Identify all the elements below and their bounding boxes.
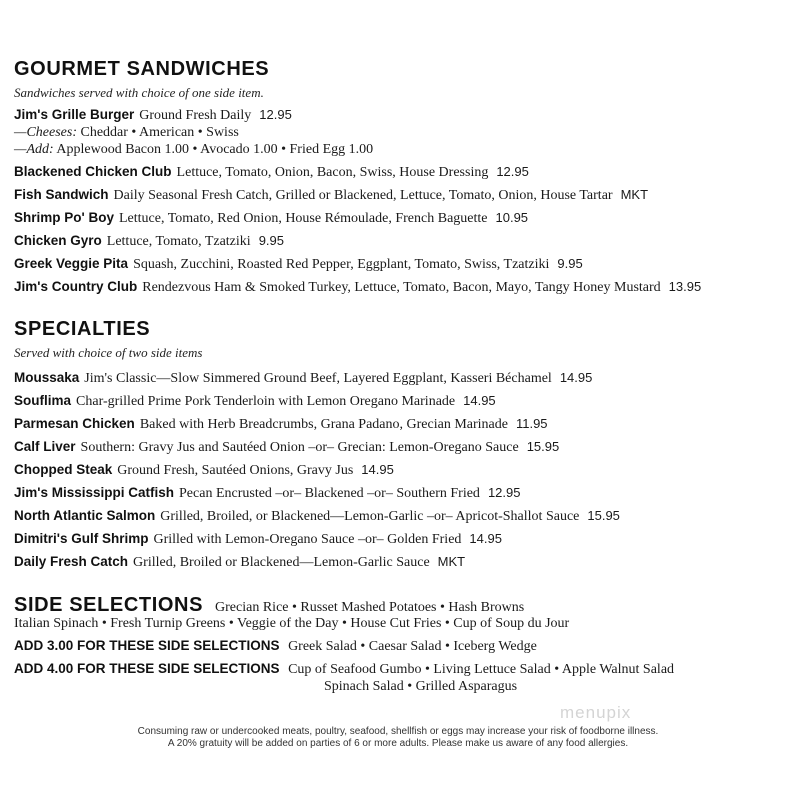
sides-add4 xyxy=(14,661,674,678)
cheeses-options: Cheddar • American • Swiss xyxy=(80,125,239,140)
sides-list-1: Grecian Rice • Russet Mashed Potatoes • Hash Browns xyxy=(215,600,525,615)
item-price: 14.95 xyxy=(559,370,593,385)
item-name: North Atlantic Salmon xyxy=(14,508,156,523)
footer-gratuity: A 20% gratuity will be added on parties of 6 or more adults. Please make us aware of any food allergies. xyxy=(167,738,629,749)
menu-item xyxy=(14,554,465,571)
menu-item xyxy=(14,531,502,548)
footer-disclaimer: Consuming raw or undercooked meats, poultry, seafood, shellfish or eggs may increase your risk of foodborne illness. xyxy=(137,726,659,737)
item-desc: Pecan Encrusted –or– Blackened –or– Southern Fried xyxy=(179,486,480,501)
item-price: MKT xyxy=(437,554,466,569)
menu-item xyxy=(14,370,592,387)
item-price: 12.95 xyxy=(487,485,521,500)
item-desc: Daily Seasonal Fresh Catch, Grilled or Blackened, Lettuce, Tomato, Onion, House Tartar xyxy=(113,188,613,203)
sides-list-2: Italian Spinach • Fresh Turnip Greens • Veggie of the Day • House Cut Fries • Cup of Soup du Jour xyxy=(14,616,570,631)
add3-label: ADD 3.00 FOR THESE SIDE SELECTIONS xyxy=(14,638,280,653)
item-name: Parmesan Chicken xyxy=(14,416,135,431)
menu-item xyxy=(14,439,559,456)
cheeses-label: —Cheeses: xyxy=(14,125,77,140)
item-price: 12.95 xyxy=(496,164,529,179)
menu-item xyxy=(14,508,620,525)
item-name: Chicken Gyro xyxy=(14,233,102,248)
item-name: Blackened Chicken Club xyxy=(14,164,172,179)
menu-item xyxy=(14,416,548,433)
menu-item xyxy=(14,187,648,204)
item-name: Moussaka xyxy=(14,370,80,385)
add-label: —Add: xyxy=(14,142,54,157)
item-price: 14.95 xyxy=(361,462,394,477)
menu-item xyxy=(14,210,528,227)
sides-heading: SIDE SELECTIONS xyxy=(14,594,204,616)
item-name: Dimitri's Gulf Shrimp xyxy=(14,531,149,546)
item-name: Fish Sandwich xyxy=(14,187,109,202)
item-name: Shrimp Po' Boy xyxy=(14,210,114,225)
item-price: 9.95 xyxy=(258,233,284,248)
item-desc: Southern: Gravy Jus and Sautéed Onion –or– Grecian: Lemon-Oregano Sauce xyxy=(80,440,519,455)
item-name: Daily Fresh Catch xyxy=(14,554,129,569)
item-desc: Rendezvous Ham & Smoked Turkey, Lettuce, Tomato, Bacon, Mayo, Tangy Honey Mustard xyxy=(142,280,661,295)
sides-first-line xyxy=(14,594,524,617)
burger-addons xyxy=(14,142,373,158)
item-desc: Ground Fresh, Sautéed Onions, Gravy Jus xyxy=(117,463,354,478)
add-options: Applewood Bacon 1.00 • Avocado 1.00 • Fried Egg 1.00 xyxy=(56,142,374,157)
item-price: 14.95 xyxy=(469,531,502,546)
item-desc: Lettuce, Tomato, Onion, Bacon, Swiss, House Dressing xyxy=(176,165,489,180)
item-name: Chopped Steak xyxy=(14,462,113,477)
add4-label: ADD 4.00 FOR THESE SIDE SELECTIONS xyxy=(14,661,280,676)
item-desc: Squash, Zucchini, Roasted Red Pepper, Eggplant, Tomato, Swiss, Tzatziki xyxy=(133,257,550,272)
item-name: Jim's Grille Burger xyxy=(14,107,135,122)
menu-item xyxy=(14,164,529,181)
sandwiches-heading: GOURMET SANDWICHES xyxy=(14,58,270,80)
menu-item-burger xyxy=(14,107,292,124)
item-desc: Jim's Classic—Slow Simmered Ground Beef, Layered Eggplant, Kasseri Béchamel xyxy=(84,371,552,386)
item-price: 15.95 xyxy=(526,439,560,454)
item-price: 13.95 xyxy=(668,279,702,294)
item-desc: Grilled, Broiled or Blackened—Lemon-Garlic Sauce xyxy=(133,555,430,570)
specialties-subtitle: Served with choice of two side items xyxy=(14,345,203,360)
add4-items-2: Spinach Salad • Grilled Asparagus xyxy=(324,679,518,694)
item-name: Calf Liver xyxy=(14,439,76,454)
menu-item xyxy=(14,256,583,273)
specialties-heading: SPECIALTIES xyxy=(14,318,151,340)
watermark: menupix xyxy=(560,703,632,722)
item-price: 9.95 xyxy=(557,256,583,271)
item-price: 12.95 xyxy=(259,107,292,122)
item-desc: Grilled with Lemon-Oregano Sauce –or– Golden Fried xyxy=(153,532,462,547)
item-desc: Baked with Herb Breadcrumbs, Grana Padano, Grecian Marinade xyxy=(139,417,508,432)
item-name: Greek Veggie Pita xyxy=(14,256,129,271)
item-price: 10.95 xyxy=(495,210,529,225)
item-price: 11.95 xyxy=(515,416,548,431)
item-price: 14.95 xyxy=(463,393,496,408)
item-price: MKT xyxy=(620,187,649,202)
add4-items-1: Cup of Seafood Gumbo • Living Lettuce Salad • Apple Walnut Salad xyxy=(288,662,675,677)
menu-item xyxy=(14,462,394,479)
menu-item xyxy=(14,233,284,250)
item-desc: Lettuce, Tomato, Red Onion, House Rémoulade, French Baguette xyxy=(118,211,488,226)
item-name: Jim's Mississippi Catfish xyxy=(14,485,175,500)
menu-item xyxy=(14,279,701,296)
menu-item xyxy=(14,485,520,502)
menu-item xyxy=(14,393,496,410)
burger-cheeses xyxy=(14,125,239,141)
item-desc: Char-grilled Prime Pork Tenderloin with Lemon Oregano Marinade xyxy=(76,394,456,409)
item-desc: Lettuce, Tomato, Tzatziki xyxy=(106,234,251,249)
item-desc: Grilled, Broiled, or Blackened—Lemon-Garlic –or– Apricot-Shallot Sauce xyxy=(160,509,580,524)
item-price: 15.95 xyxy=(587,508,620,523)
item-name: Souflima xyxy=(14,393,72,408)
sides-add3 xyxy=(14,638,537,655)
add3-items: Greek Salad • Caesar Salad • Iceberg Wedge xyxy=(288,639,537,654)
item-desc: Ground Fresh Daily xyxy=(139,108,252,123)
item-name: Jim's Country Club xyxy=(14,279,138,294)
sandwiches-subtitle: Sandwiches served with choice of one side item. xyxy=(14,85,264,100)
